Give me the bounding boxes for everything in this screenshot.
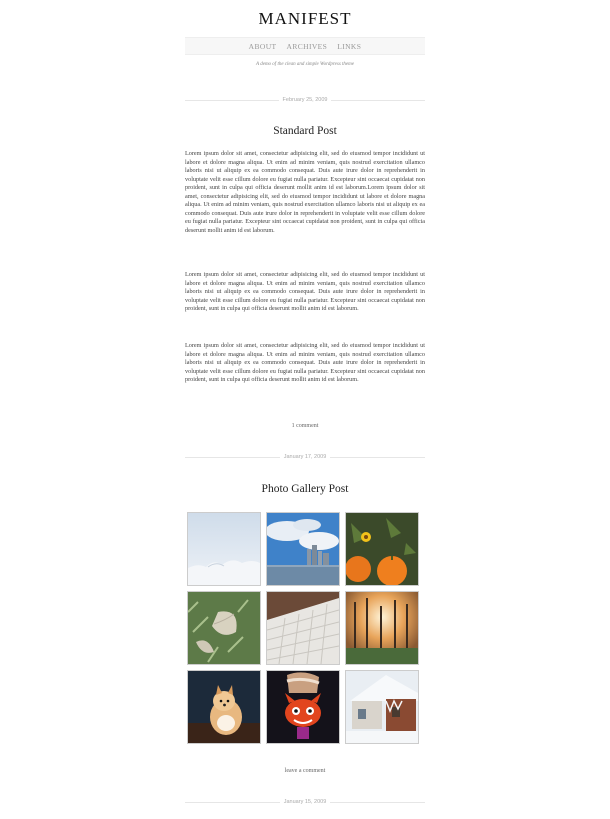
post-date: January 15, 2009 xyxy=(283,799,327,805)
snow-field-image xyxy=(188,513,260,585)
gallery-thumbnail-pumpkins[interactable] xyxy=(345,512,419,586)
post-paragraph: Lorem ipsum dolor sit amet, consectetur adipisicing elit, sed do eiusmod tempor incididunt ut labore et dolore magna aliqua. Ut enim ad minim veniam, quis nostrud exercitation ullamco laboris nisi ut aliquip ex ea commodo consequat. Duis aute irure dolor in reprehenderit in voluptate velit esse cillum dolore eu fugiat nulla pariatur. Excepteur sint occaecat cupidatat non proident, sunt in culpa qui officia deserunt mollit anim id est laborum.Lorem ipsum dolor sit amet, consectetur adipisicing elit, sed do eiusmod tempor incididunt ut labore et dolore magna aliqua. Ut enim ad minim veniam, quis nostrud exercitation ullamco laboris nisi ut aliquip ex ea commodo consequat. Duis aute irure dolor in reprehenderit in voluptate velit esse cillum dolore eu fugiat nulla pariatur. Excepteur sint occaecat cupidatat non proident, sunt in culpa qui officia deserunt mollit anim id est laborum. xyxy=(185,150,425,234)
post-date: February 25, 2009 xyxy=(282,97,328,103)
nav-item-archives[interactable]: ARCHIVES xyxy=(286,41,328,51)
gallery-thumbnail-snow-field[interactable] xyxy=(187,512,261,586)
divider xyxy=(185,802,280,803)
nav-item-about[interactable]: ABOUT xyxy=(248,41,277,51)
divider xyxy=(331,100,425,101)
pumpkins-image xyxy=(346,513,418,585)
leave-comment-link[interactable]: leave a comment xyxy=(284,768,326,774)
post-title[interactable]: Photo Gallery Post xyxy=(261,483,349,495)
site-title[interactable]: MANIFEST xyxy=(258,9,352,28)
gallery-thumbnail-toy-figure[interactable] xyxy=(266,670,340,744)
post-paragraph: Lorem ipsum dolor sit amet, consectetur adipisicing elit, sed do eiusmod tempor incididunt ut labore et dolore magna aliqua. Ut enim ad minim veniam, quis nostrud exercitation ullamco laboris nisi ut aliquip ex ea commodo consequat. Duis aute irure dolor in reprehenderit in voluptate velit esse cillum dolore eu fugiat nulla pariatur. Excepteur sint occaecat cupidatat non proident, sunt in culpa qui officia deserunt mollit anim id est laborum. xyxy=(185,271,425,312)
post-title[interactable]: Standard Post xyxy=(273,125,337,137)
divider xyxy=(185,457,280,458)
keyboard-image xyxy=(267,592,339,664)
gallery-thumbnail-autumn-forest[interactable] xyxy=(345,591,419,665)
post-date-separator xyxy=(185,96,425,104)
snowy-house-image xyxy=(346,671,418,743)
pomeranian-dog-image xyxy=(188,671,260,743)
post-date-separator xyxy=(185,453,425,461)
frosted-leaf-image xyxy=(188,592,260,664)
comments-link[interactable]: 1 comment xyxy=(291,423,319,429)
nav-item-links[interactable]: LINKS xyxy=(337,41,362,51)
city-skyline-image xyxy=(267,513,339,585)
autumn-forest-image xyxy=(346,592,418,664)
post-date-separator xyxy=(185,798,425,806)
gallery-thumbnail-frosted-leaf[interactable] xyxy=(187,591,261,665)
site-tagline: A demo of the clean and simple Wordpress theme xyxy=(256,62,354,67)
post-date: January 17, 2009 xyxy=(283,454,327,460)
divider xyxy=(330,802,425,803)
gallery-thumbnail-keyboard[interactable] xyxy=(266,591,340,665)
toy-figure-image xyxy=(267,671,339,743)
gallery-thumbnail-pomeranian-dog[interactable] xyxy=(187,670,261,744)
divider xyxy=(185,100,279,101)
photo-gallery xyxy=(187,512,423,744)
gallery-thumbnail-city-skyline[interactable] xyxy=(266,512,340,586)
gallery-thumbnail-snowy-house[interactable] xyxy=(345,670,419,744)
main-nav xyxy=(185,37,425,55)
post-paragraph: Lorem ipsum dolor sit amet, consectetur adipisicing elit, sed do eiusmod tempor incididunt ut labore et dolore magna aliqua. Ut enim ad minim veniam, quis nostrud exercitation ullamco laboris nisi ut aliquip ex ea commodo consequat. Duis aute irure dolor in reprehenderit in voluptate velit esse cillum dolore eu fugiat nulla pariatur. Excepteur sint occaecat cupidatat non proident, sunt in culpa qui officia deserunt mollit anim id est laborum. xyxy=(185,342,425,383)
divider xyxy=(330,457,425,458)
